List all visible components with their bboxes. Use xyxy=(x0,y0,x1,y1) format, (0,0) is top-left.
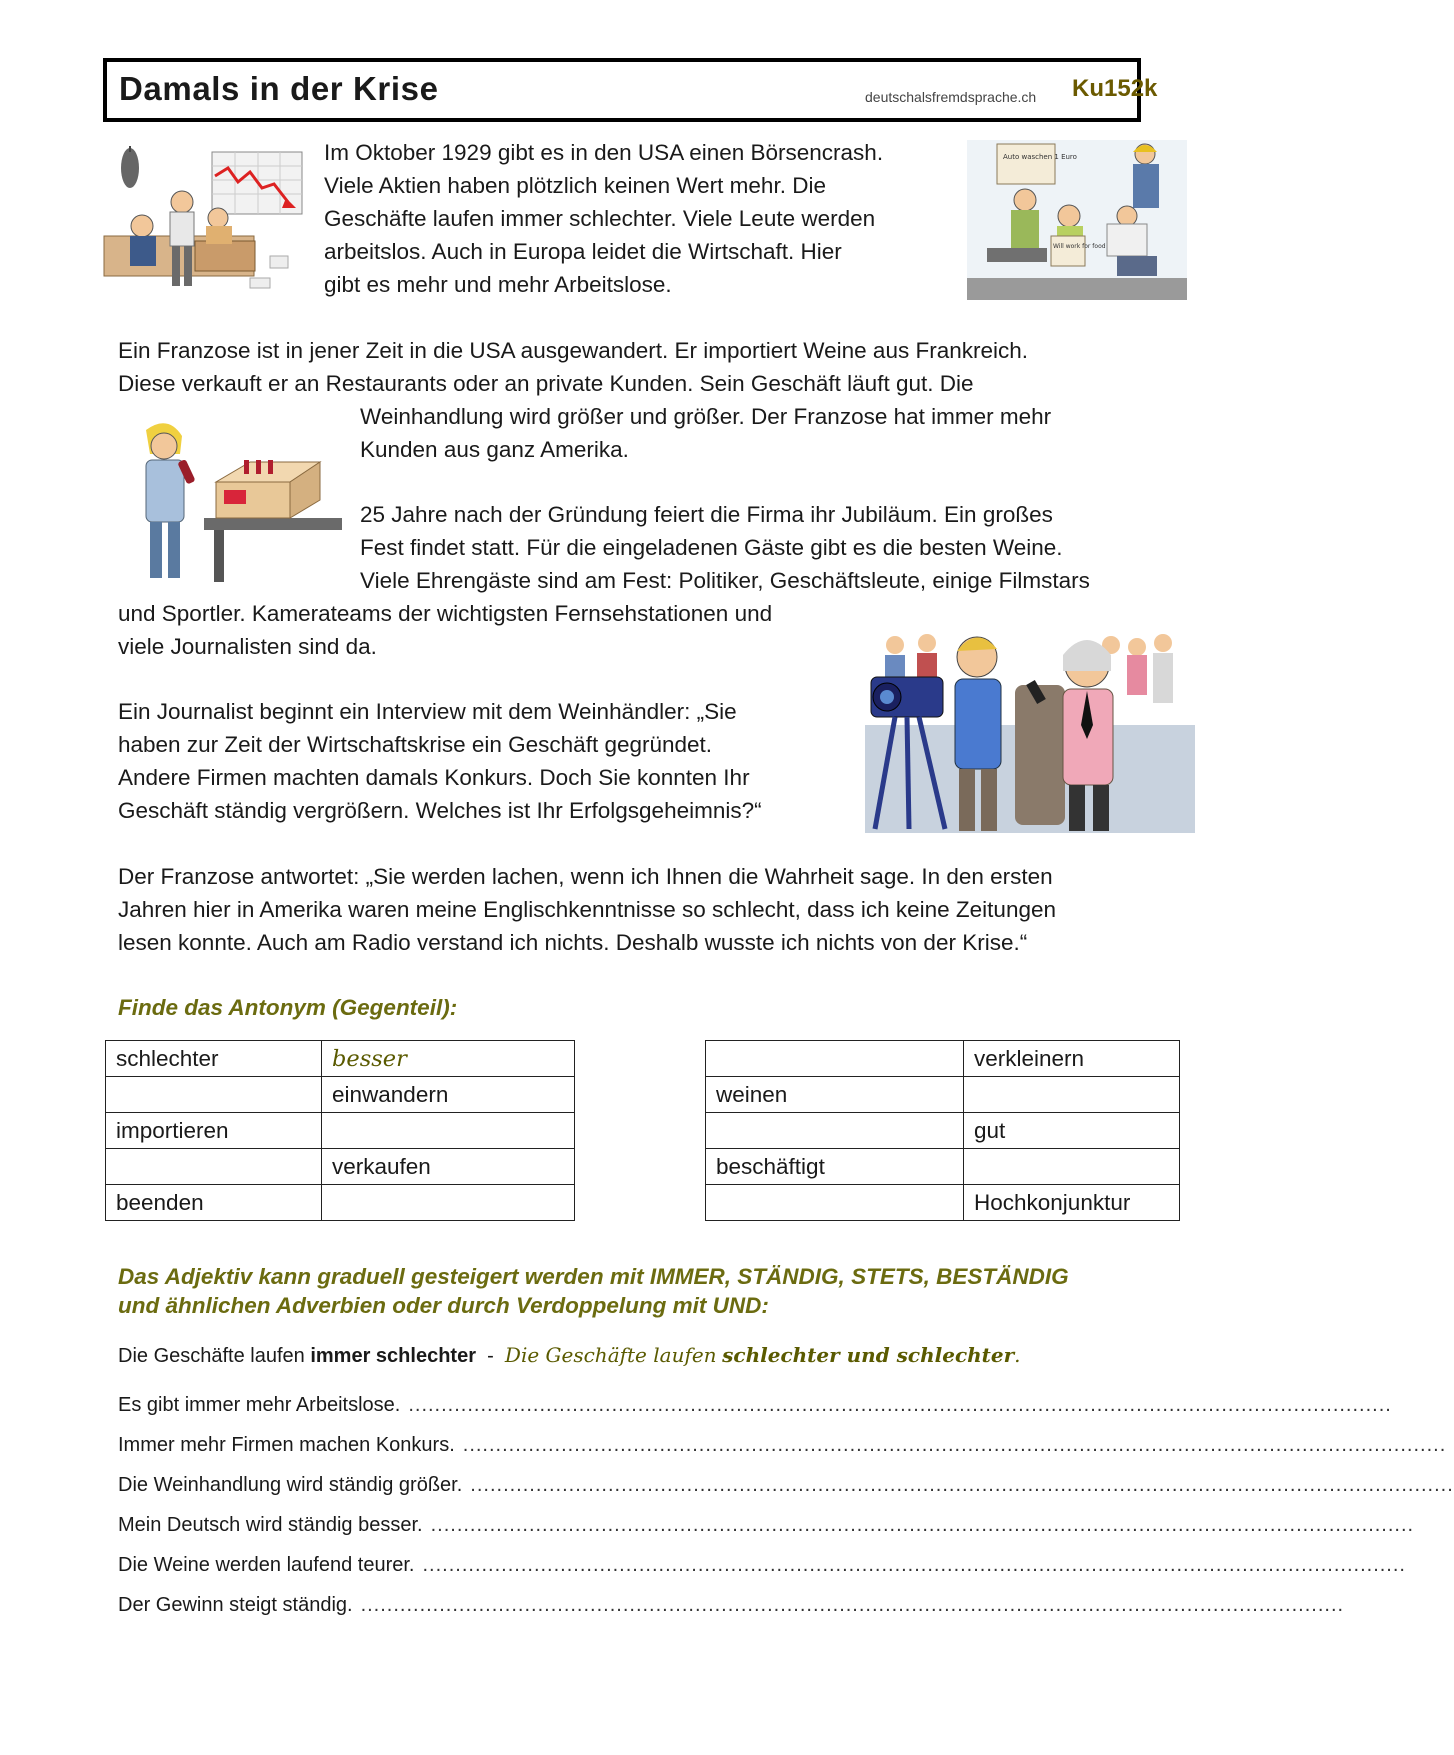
example-answer-bold: schlechter und schlechter xyxy=(722,1343,1015,1367)
text-line: Geschäfte laufen immer schlechter. Viele Leute werden xyxy=(324,206,876,231)
sign-text: Auto waschen 1 Euro xyxy=(1003,153,1077,161)
text-line: Fest findet statt. Für die eingeladenen Gäste gibt es die besten Weine. xyxy=(360,535,1063,560)
answer-blank[interactable]: ...................................................................................................................................................... xyxy=(470,1474,1454,1496)
antonym-cell: beschäftigt xyxy=(706,1149,964,1185)
exercise-prompt: Die Weine werden laufend teurer. xyxy=(118,1554,415,1576)
antonym-cell: einwandern xyxy=(322,1077,575,1113)
table-row xyxy=(706,1149,1180,1185)
press-interview-illustration xyxy=(865,615,1195,833)
exercise-line xyxy=(118,1394,1392,1422)
exercise-prompt: Es gibt immer mehr Arbeitslose. xyxy=(118,1394,401,1416)
text-line: haben zur Zeit der Wirtschaftskrise ein Geschäft gegründet. xyxy=(118,732,713,757)
stock-crash-illustration xyxy=(100,146,305,296)
antonym-cell: Hochkonjunktur xyxy=(964,1185,1180,1221)
antonym-input-cell[interactable] xyxy=(106,1077,322,1113)
antonym-cell: schlechter xyxy=(106,1041,322,1077)
text-line: Diese verkauft er an Restaurants oder an private Kunden. Sein Geschäft läuft gut. Die xyxy=(118,371,974,396)
sign-text: Will work for food xyxy=(1053,243,1106,250)
paragraph-interview xyxy=(118,695,878,827)
exercise-prompt: Der Gewinn steigt ständig. xyxy=(118,1594,353,1616)
text-line: lesen konnte. Auch am Radio verstand ich nichts. Deshalb wusste ich nichts von der Krise.“ xyxy=(118,930,1028,955)
antonym-cell: importieren xyxy=(106,1113,322,1149)
antonym-input-cell[interactable] xyxy=(106,1149,322,1185)
antonym-cell: weinen xyxy=(706,1077,964,1113)
antonym-cell: verkleinern xyxy=(964,1041,1180,1077)
antonym-cell: gut xyxy=(964,1113,1180,1149)
example-bold: immer schlechter xyxy=(310,1345,476,1367)
antonym-input-cell[interactable] xyxy=(706,1113,964,1149)
worksheet-header xyxy=(103,58,1158,122)
heading-line: und ähnlichen Adverbien oder durch Verdoppelung mit UND: xyxy=(118,1293,769,1318)
answer-blank[interactable]: ...................................................................................................................................................... xyxy=(422,1554,1406,1576)
text-line: arbeitslos. Auch in Europa leidet die Wirtschaft. Hier xyxy=(324,239,842,264)
exercise-prompt: Die Weinhandlung wird ständig größer. xyxy=(118,1474,463,1496)
table-row xyxy=(706,1113,1180,1149)
table-row xyxy=(706,1077,1180,1113)
answer-blank[interactable]: ...................................................................................................................................................... xyxy=(408,1394,1392,1416)
text-line: Viele Aktien haben plötzlich keinen Wert mehr. Die xyxy=(324,173,826,198)
text-line: Im Oktober 1929 gibt es in den USA einen Börsencrash. xyxy=(324,140,884,165)
text-line: Viele Ehrengäste sind am Fest: Politiker, Geschäftsleute, einige Filmstars xyxy=(360,568,1090,593)
text-line: viele Journalisten sind da. xyxy=(118,634,377,659)
text-line: 25 Jahre nach der Gründung feiert die Firma ihr Jubiläum. Ein großes xyxy=(360,502,1053,527)
exercise-prompt: Mein Deutsch wird ständig besser. xyxy=(118,1514,423,1536)
text-line: Der Franzose antwortet: „Sie werden lachen, wenn ich Ihnen die Wahrheit sage. In den ersten xyxy=(118,864,1053,889)
antonym-cell: verkaufen xyxy=(322,1149,575,1185)
antonym-table-right xyxy=(705,1040,1180,1221)
worksheet-title: Damals in der Krise xyxy=(119,70,439,107)
antonym-input-cell[interactable] xyxy=(322,1185,575,1221)
text-line: und Sportler. Kamerateams der wichtigsten Fernsehstationen und xyxy=(118,601,773,626)
antonym-table-left xyxy=(105,1040,575,1221)
example-answer-end: . xyxy=(1014,1343,1021,1367)
antonym-input-cell[interactable] xyxy=(964,1149,1180,1185)
exercise-line xyxy=(118,1434,1447,1462)
example-answer: Die Geschäfte laufen xyxy=(504,1343,717,1367)
text-line: Andere Firmen machten damals Konkurs. Doch Sie konnten Ihr xyxy=(118,765,750,790)
example-sentence xyxy=(118,1343,1178,1368)
table-row xyxy=(706,1041,1180,1077)
table-row xyxy=(106,1185,575,1221)
table-row xyxy=(106,1149,575,1185)
paragraph-antwort xyxy=(118,860,1128,959)
text-line: Jahren hier in Amerika waren meine Englischkenntnisse so schlecht, dass ich keine Zeitungen xyxy=(118,897,1057,922)
answer-blank[interactable]: ...................................................................................................................................................... xyxy=(360,1594,1345,1616)
worksheet-code: Ku152k xyxy=(1072,75,1158,102)
answer-blank[interactable]: ...................................................................................................................................................... xyxy=(430,1514,1415,1536)
antonym-cell: beenden xyxy=(106,1185,322,1221)
table-row xyxy=(106,1113,575,1149)
table-row xyxy=(706,1185,1180,1221)
adjektiv-heading xyxy=(118,1262,1178,1320)
paragraph-boersencrash xyxy=(324,136,954,301)
unemployed-illustration xyxy=(967,140,1187,300)
text-line: Ein Journalist beginnt ein Interview mit dem Weinhändler: „Sie xyxy=(118,699,737,724)
table-row xyxy=(106,1041,575,1077)
antonym-input-cell[interactable] xyxy=(706,1185,964,1221)
text-line: Weinhandlung wird größer und größer. Der Franzose hat immer mehr xyxy=(360,404,1052,429)
website-label: deutschalsfremdsprache.ch xyxy=(865,89,1037,105)
exercise-line xyxy=(118,1554,1406,1582)
exercise-prompt: Immer mehr Firmen machen Konkurs. xyxy=(118,1434,455,1456)
antonym-answer-example: besser xyxy=(322,1041,575,1077)
heading-line: Das Adjektiv kann graduell gesteigert werden mit IMMER, STÄNDIG, STETS, BESTÄNDIG xyxy=(118,1264,1069,1289)
answer-blank[interactable]: ...................................................................................................................................................... xyxy=(462,1434,1447,1456)
antonym-heading: Finde das Antonym (Gegenteil): xyxy=(118,995,458,1020)
table-row xyxy=(106,1077,575,1113)
antonym-input-cell[interactable] xyxy=(706,1041,964,1077)
exercise-line xyxy=(118,1514,1415,1542)
example-dash: - xyxy=(487,1345,494,1367)
example-text: Die Geschäfte laufen xyxy=(118,1345,305,1367)
text-line: Ein Franzose ist in jener Zeit in die USA ausgewandert. Er importiert Weine aus Frankreich. xyxy=(118,338,1028,363)
text-line: gibt es mehr und mehr Arbeitslose. xyxy=(324,272,672,297)
exercise-line xyxy=(118,1594,1345,1622)
exercise-line xyxy=(118,1474,1454,1502)
antonym-input-cell[interactable] xyxy=(322,1113,575,1149)
text-line: Kunden aus ganz Amerika. xyxy=(360,437,629,462)
text-line: Geschäft ständig vergrößern. Welches ist Ihr Erfolgsgeheimnis?“ xyxy=(118,798,762,823)
antonym-input-cell[interactable] xyxy=(964,1077,1180,1113)
